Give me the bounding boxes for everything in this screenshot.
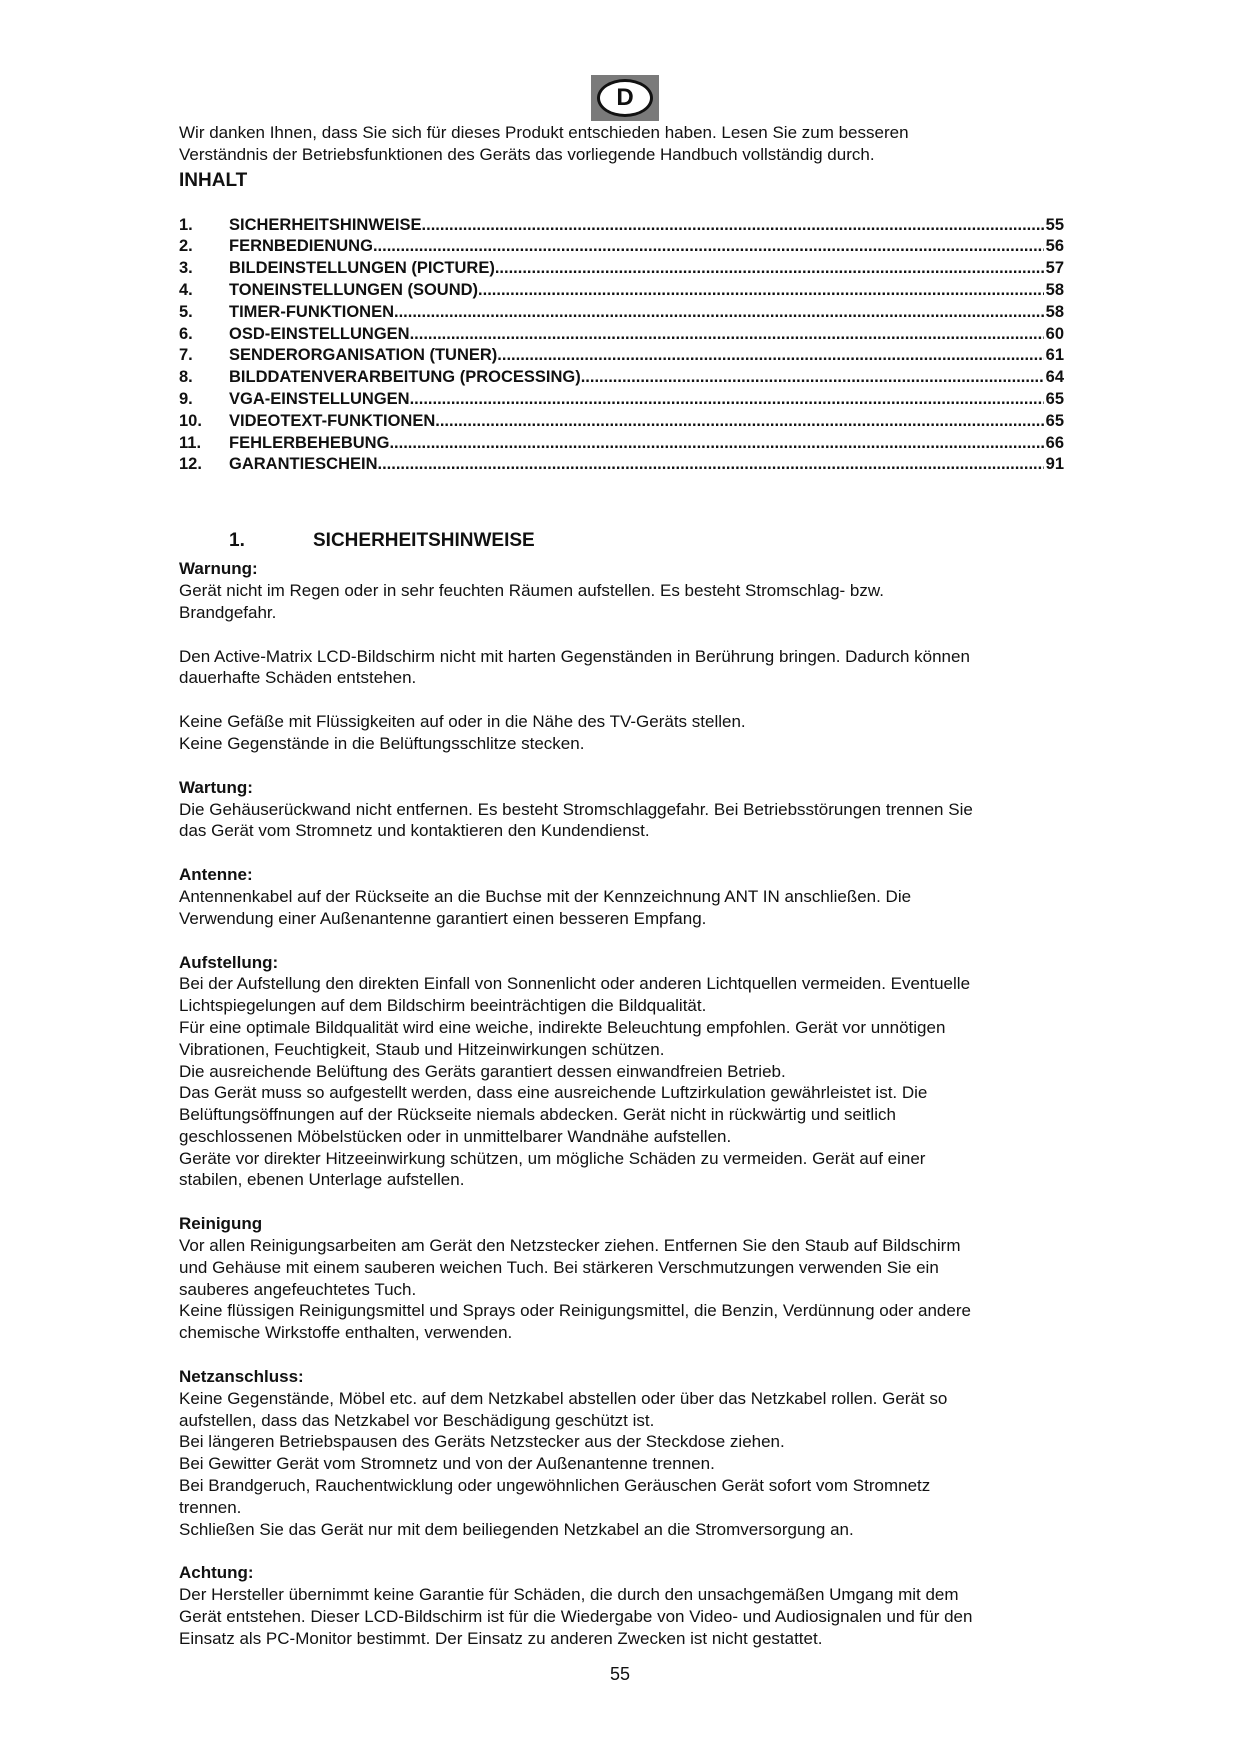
section-title: SICHERHEITSHINWEISE [313,530,535,552]
safety-block [179,558,1064,755]
safety-text-line: Bei Brandgeruch, Rauchentwicklung oder ungewöhnlichen Geräuschen Gerät sofort vom Stromnetz [179,1476,931,1496]
section-number: 1. [229,530,245,552]
safety-text-line: Lichtspiegelungen auf dem Bildschirm beeinträchtigen die Bildqualität. [179,996,707,1016]
toc-leader-dots [497,345,1043,367]
page-content [179,122,1064,1650]
contents-heading: INHALT [179,169,248,191]
toc-entry-title: SICHERHEITSHINWEISE [229,215,422,234]
toc-entry-page: 57 [1045,259,1064,278]
safety-text-line: trennen. [179,1497,242,1517]
safety-text-line: Antennenkabel auf der Rückseite an die Buchse mit der Kennzeichnung ANT IN anschließen. Die [179,886,912,906]
safety-block-heading: Warnung: [179,559,258,579]
toc-leader-dots [394,302,1044,324]
safety-text-line: Für eine optimale Bildqualität wird eine weiche, indirekte Beleuchtung empfohlen. Gerät vor unnötigen [179,1017,946,1037]
safety-text-line: und Gehäuse mit einem sauberen weichen Tuch. Bei stärkeren Verschmutzungen verwenden Sie ein [179,1257,939,1277]
toc-entry [179,411,1064,433]
toc-entry [179,324,1064,346]
safety-text-line: Gerät entstehen. Dieser LCD-Bildschirm ist für die Wiedergabe von Video- und Audiosignalen und für den [179,1607,973,1627]
toc-entry-title: TONEINSTELLUNGEN (SOUND) [229,280,479,299]
toc-entry-number: 7. [179,346,193,365]
page-number: 55 [609,1664,631,1684]
toc-leader-dots [422,215,1044,237]
toc-entry-title: BILDDATENVERARBEITUNG (PROCESSING) [229,368,581,387]
toc-entry-number: 1. [179,215,193,234]
toc-entry-page: 55 [1045,215,1064,234]
safety-block [179,1562,1064,1649]
toc-entry-title: BILDEINSTELLUNGEN (PICTURE) [229,259,495,278]
intro-text [179,122,1064,166]
toc-leader-dots [495,258,1044,280]
toc-entry [179,433,1064,455]
toc-entry-page: 91 [1045,455,1064,474]
toc-entry-page: 58 [1045,302,1064,321]
toc-entry-number: 8. [179,368,193,387]
toc-entry [179,302,1064,324]
safety-block [179,1366,1064,1540]
intro-line: Verständnis der Betriebsfunktionen des Geräts das vorliegende Handbuch vollständig durch. [179,144,875,164]
toc-entry-title: FEHLERBEHEBUNG [229,433,390,452]
toc-entry-title: VGA-EINSTELLUNGEN [229,389,410,408]
safety-text-line: Belüftungsöffnungen auf der Rückseite niemals abdecken. Gerät nicht in rückwärtig und seitlich [179,1105,896,1125]
safety-text-line: Gerät nicht im Regen oder in sehr feuchten Räumen aufstellen. Es besteht Stromschlag- bzw. [179,580,884,600]
safety-block-heading: Aufstellung: [179,952,279,972]
safety-block [179,952,1064,1192]
safety-text-line: Keine flüssigen Reinigungsmittel und Sprays oder Reinigungsmittel, die Benzin, Verdünnung oder andere [179,1301,971,1321]
toc-entry [179,236,1064,258]
safety-block [179,864,1064,929]
toc-entry [179,215,1064,237]
safety-text-line: Geräte vor direkter Hitzeeinwirkung schützen, um mögliche Schäden zu vermeiden. Gerät auf einer [179,1148,926,1168]
toc-leader-dots [389,433,1043,455]
safety-block-heading: Netzanschluss: [179,1367,304,1387]
language-badge [591,75,659,121]
toc-leader-dots [410,324,1044,346]
safety-block [179,777,1064,842]
safety-text-line: Bei längeren Betriebspausen des Geräts Netzstecker aus der Steckdose ziehen. [179,1432,785,1452]
toc-entry-number: 5. [179,302,193,321]
toc-leader-dots [581,367,1044,389]
safety-text-line: Keine Gefäße mit Flüssigkeiten auf oder in die Nähe des TV-Geräts stellen. [179,712,746,732]
safety-text-line: aufstellen, dass das Netzkabel vor Beschädigung geschützt ist. [179,1410,655,1430]
toc-entry-title: FERNBEDIENUNG [229,237,373,256]
safety-text-line: Bei der Aufstellung den direkten Einfall von Sonnenlicht oder anderen Lichtquellen vermeiden. Eventuelle [179,974,971,994]
toc-entry [179,258,1064,280]
toc-entry-page: 65 [1045,411,1064,430]
toc-leader-dots [410,389,1044,411]
safety-text-line: Das Gerät muss so aufgestellt werden, dass eine ausreichende Luftzirkulation gewährleistet ist. Die [179,1083,928,1103]
safety-text-line: Brandgefahr. [179,602,277,622]
toc-entry-page: 60 [1045,324,1064,343]
safety-text-line: Vor allen Reinigungsarbeiten am Gerät den Netzstecker ziehen. Entfernen Sie den Staub auf Bildschirm [179,1236,961,1256]
toc-entry-page: 58 [1045,280,1064,299]
safety-text-line: Den Active-Matrix LCD-Bildschirm nicht mit harten Gegenständen in Berührung bringen. Dadurch können [179,646,970,666]
section-heading [179,528,1064,554]
toc-entry-number: 4. [179,280,193,299]
safety-text-line: Schließen Sie das Gerät nur mit dem beiliegenden Netzkabel an die Stromversorgung an. [179,1519,854,1539]
toc-leader-dots [435,411,1043,433]
safety-text-line: chemische Wirkstoffe enthalten, verwenden. [179,1323,513,1343]
toc-entry-page: 61 [1045,346,1064,365]
toc-entry-title: SENDERORGANISATION (TUNER) [229,346,498,365]
toc-entry-page: 66 [1045,433,1064,452]
toc-entry-number: 12. [179,455,202,474]
safety-text-line: Der Hersteller übernimmt keine Garantie für Schäden, die durch den unsachgemäßen Umgang mit dem [179,1585,959,1605]
toc-entry [179,345,1064,367]
toc-entry [179,367,1064,389]
safety-block-heading: Antenne: [179,865,253,885]
safety-text-line: Die Gehäuserückwand nicht entfernen. Es besteht Stromschlaggefahr. Bei Betriebsstörungen trennen Sie [179,799,973,819]
safety-block-heading: Wartung: [179,777,253,797]
toc-entry-number: 2. [179,237,193,256]
toc-entry [179,389,1064,411]
toc-leader-dots [478,280,1044,302]
safety-block [179,1213,1064,1344]
safety-text-line: sauberes angefeuchtetes Tuch. [179,1279,417,1299]
safety-text-line: Keine Gegenstände, Möbel etc. auf dem Netzkabel abstellen oder über das Netzkabel rollen. Gerät so [179,1388,948,1408]
toc-entry-page: 64 [1045,368,1064,387]
safety-text-line: stabilen, ebenen Unterlage aufstellen. [179,1170,465,1190]
toc-entry-title: OSD-EINSTELLUNGEN [229,324,410,343]
toc-leader-dots [373,236,1044,258]
safety-blocks [179,558,1064,1649]
safety-text-line: Keine Gegenstände in die Belüftungsschlitze stecken. [179,733,585,753]
toc-entry-page: 56 [1045,237,1064,256]
toc-entry-page: 65 [1045,389,1064,408]
toc-entry-number: 9. [179,389,193,408]
safety-text-line: Einsatz als PC-Monitor bestimmt. Der Einsatz zu anderen Zwecken ist nicht gestattet. [179,1628,823,1648]
safety-text-line: Bei Gewitter Gerät vom Stromnetz und von der Außenantenne trennen. [179,1454,715,1474]
toc-entry-title: TIMER-FUNKTIONEN [229,302,394,321]
toc-entry-title: VIDEOTEXT-FUNKTIONEN [229,411,436,430]
toc-leader-dots [378,454,1044,476]
intro-line: Wir danken Ihnen, dass Sie sich für dieses Produkt entschieden haben. Lesen Sie zum besseren [179,123,909,142]
safety-text-line: Die ausreichende Belüftung des Geräts garantiert dessen einwandfreien Betrieb. [179,1061,786,1081]
toc-entry-number: 6. [179,324,193,343]
toc-entry-number: 11. [179,433,202,452]
toc-entry-title: GARANTIESCHEIN [229,455,378,474]
toc-entry-number: 3. [179,259,193,278]
toc-entry [179,280,1064,302]
table-of-contents [179,215,1064,477]
toc-entry-number: 10. [179,411,202,430]
safety-block-heading: Achtung: [179,1563,254,1583]
safety-text-line: das Gerät vom Stromnetz und kontaktieren den Kundendienst. [179,821,650,841]
language-badge-letter: D [597,79,653,117]
safety-text-line: geschlossenen Möbelstücken oder in unmittelbarer Wandnähe aufstellen. [179,1126,732,1146]
safety-text-line: Verwendung einer Außenantenne garantiert einen besseren Empfang. [179,908,707,928]
safety-text-line: dauerhafte Schäden entstehen. [179,668,417,688]
toc-entry [179,454,1064,476]
safety-block-heading: Reinigung [179,1214,263,1234]
safety-text-line: Vibrationen, Feuchtigkeit, Staub und Hitzeinwirkungen schützen. [179,1039,665,1059]
